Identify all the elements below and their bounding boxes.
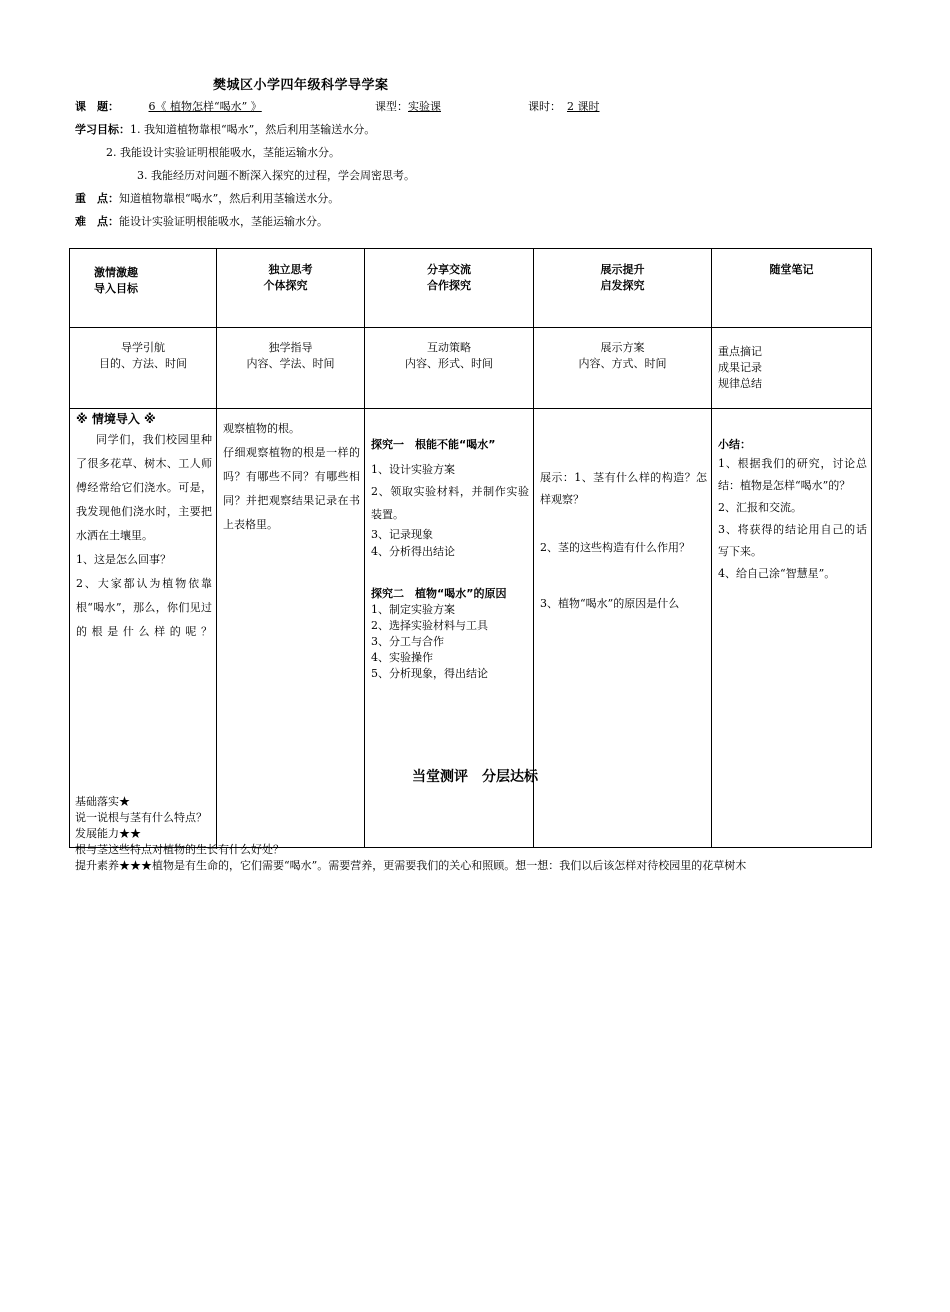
topic-value: 6《 植物怎样“喝水” 》 [148, 100, 262, 113]
difficult-point-text: 能设计实验证明根能吸水，茎能运输水分。 [119, 215, 328, 228]
intro-paragraph: 同学们，我们校园里种了很多花草、树木、工人师傅经常给它们浇水。可是，我发现他们浇水时，主要把水洒在土壤里。 [76, 433, 212, 542]
goal-3: 3. 我能经历对问题不断深入探究的过程，学会周密思考。 [137, 169, 415, 182]
explore-1-item-2: 2、领取实验材料，并制作实验装置。 [371, 485, 529, 521]
summary-item-4: 4、给自己涂“智慧星”。 [718, 567, 836, 580]
header-cell-3 [365, 249, 534, 328]
header-cell-1 [70, 249, 217, 328]
subheader-5-line-2: 成果记录 [718, 361, 762, 374]
header-cell-4 [534, 249, 712, 328]
assessment-develop-level: 发展能力★★ [75, 827, 141, 840]
difficult-point-label: 难 点： [75, 215, 119, 228]
header-3-line-1: 分享交流 [427, 263, 471, 276]
assessment-basic-question: 说一说根与茎有什么特点？ [75, 811, 207, 824]
type-value: 实验课 [408, 100, 441, 113]
topic-label: 课 题： [75, 100, 119, 113]
explore-2-item-1: 1、制定实验方案 [371, 603, 455, 616]
assessment-develop-question: 根与茎这些特点对植物的生长有什么好处？ [75, 843, 284, 856]
explore-2-title: 探究二 植物“喝水”的原因 [371, 587, 507, 600]
subheader-4-line-1: 展示方案 [600, 341, 645, 354]
intro-question-1: 1、这是怎么回事？ [76, 553, 171, 566]
goal-2: 2. 我能设计实验证明根能吸水，茎能运输水分。 [106, 146, 340, 159]
explore-2-item-4: 4、实验操作 [371, 651, 433, 664]
assessment-basic-level: 基础落实★ [75, 795, 130, 808]
explore-2-item-5: 5、分析现象，得出结论 [371, 667, 488, 680]
subheader-cell-5 [712, 328, 872, 409]
key-point-label: 重 点： [75, 192, 119, 205]
type-row [375, 98, 466, 114]
header-2-line-2: 个体探究 [263, 279, 308, 292]
hours-value: 2 课时 [567, 100, 600, 113]
document-title: 樊城区小学四年级科学导学案 [213, 78, 389, 93]
subheader-cell-2 [217, 328, 365, 409]
subheader-1-line-1: 导学引航 [121, 341, 165, 354]
subheader-5-line-1: 重点摘记 [718, 345, 762, 358]
presentation-point-3: 3、植物“喝水”的原因是什么 [540, 597, 680, 610]
independent-line-2: 仔细观察植物的根是一样的吗？有哪些不同？有哪些相同？并把观察结果记录在书上表格里。 [223, 446, 360, 531]
header-1-line-2: 导入目标 [94, 282, 138, 295]
hours-row [528, 98, 607, 114]
subheader-2-line-2: 内容、学法、时间 [246, 357, 335, 370]
subheader-3-line-1: 互动策略 [427, 341, 471, 354]
topic-row [75, 98, 333, 114]
header-4-line-2: 启发探究 [600, 279, 645, 292]
header-row [70, 249, 872, 328]
key-point-row [75, 190, 339, 206]
explore-1-item-1: 1、设计实验方案 [371, 463, 455, 476]
goal-1: 1. 我知道植物靠根“喝水”，然后利用茎输送水分。 [130, 123, 376, 136]
explore-1-item-4: 4、分析得出结论 [371, 545, 455, 558]
header-cell-5 [712, 249, 872, 328]
summary-item-3: 3、将获得的结论用自己的话写下来。 [718, 523, 867, 558]
header-cell-2 [217, 249, 365, 328]
explore-1-item-3: 3、记录现象 [371, 528, 433, 541]
subheader-5-line-3: 规律总结 [718, 377, 762, 390]
goals-row-1 [75, 121, 375, 137]
header-3-line-2: 合作探究 [427, 279, 471, 292]
intro-question-2: 2、大家都认为植物依靠根“喝水”，那么，你们见过的根是什么样的呢？ [76, 577, 212, 638]
type-label: 课型： [375, 100, 408, 113]
header-4-line-1: 展示提升 [600, 263, 645, 276]
subheader-cell-3 [365, 328, 534, 409]
independent-line-1: 观察植物的根。 [223, 422, 300, 435]
subheader-cell-4 [534, 328, 712, 409]
assessment-title: 当堂测评 分层达标 [412, 769, 538, 785]
presentation-point-2: 2、茎的这些构造有什么作用？ [540, 541, 690, 554]
presentation-point-1: 展示：1、茎有什么样的构造？怎样观察？ [540, 471, 707, 506]
subheader-4-line-2: 内容、方式、时间 [578, 357, 667, 370]
explore-1-title: 探究一 根能不能“喝水” [371, 438, 496, 451]
intro-heading: ※ 情境导入 ※ [76, 412, 156, 426]
header-2-line-1: 独立思考 [268, 263, 313, 276]
summary-item-2: 2、汇报和交流。 [718, 501, 802, 514]
summary-title: 小结： [718, 438, 751, 451]
key-point-text: 知道植物靠根“喝水”，然后利用茎输送水分。 [119, 192, 340, 205]
subheader-1-line-2: 目的、方法、时间 [99, 357, 187, 370]
assessment-advanced-question: 提升素养★★★植物是有生命的，它们需要“喝水”。需要营养，更需要我们的关心和照顾。想一想：我们以后该怎样对待校园里的花草树木 [75, 859, 747, 872]
explore-2-item-3: 3、分工与合作 [371, 635, 444, 648]
subheader-row [70, 328, 872, 409]
subheader-cell-1 [70, 328, 217, 409]
header-5-line-1: 随堂笔记 [769, 263, 814, 276]
header-1-line-1: 激情激趣 [94, 266, 138, 279]
subheader-2-line-1: 独学指导 [268, 341, 313, 354]
goals-label: 学习目标： [75, 123, 130, 136]
study-plan-table [69, 248, 872, 848]
subheader-3-line-2: 内容、形式、时间 [405, 357, 493, 370]
hours-label: 课时： [528, 100, 561, 113]
difficult-point-row [75, 213, 328, 229]
explore-2-item-2: 2、选择实验材料与工具 [371, 619, 488, 632]
summary-item-1: 1、根据我们的研究，讨论总结：植物是怎样“喝水”的？ [718, 457, 867, 492]
